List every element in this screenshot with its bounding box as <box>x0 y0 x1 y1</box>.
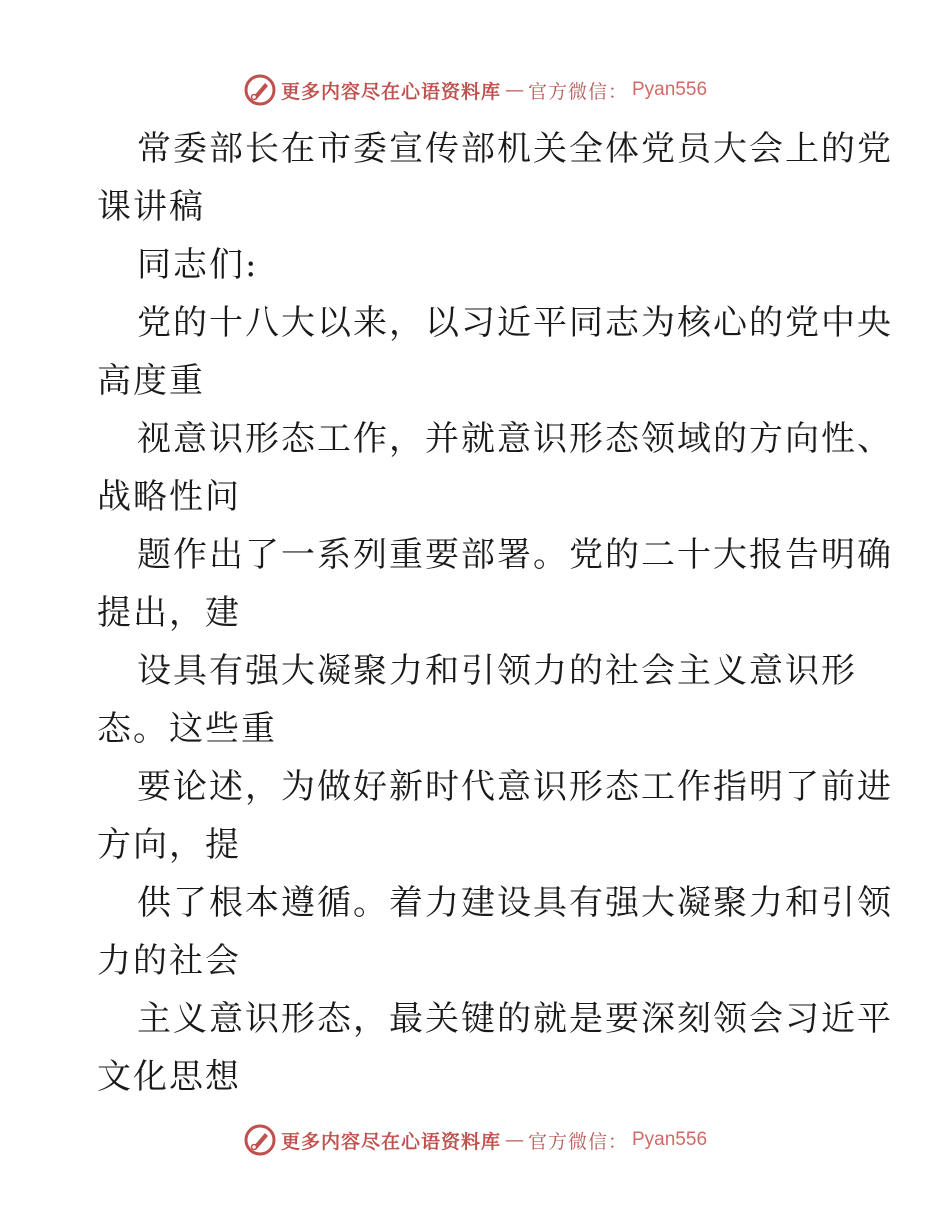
banner-separator: — <box>504 1129 524 1151</box>
footer-banner <box>0 1120 950 1160</box>
wechat-label: 官方微信： <box>527 1130 628 1153</box>
pen-nib-logo-icon <box>243 73 277 107</box>
text-line: 同志们: <box>137 245 259 285</box>
text-line: 题作出了一系列重要部署。党的二十大报告明确 <box>137 535 893 575</box>
wechat-id: Pyan556 <box>632 1129 708 1150</box>
text-line: 高度重 <box>97 361 205 401</box>
text-line: 文化思想 <box>97 1057 241 1097</box>
text-line: 视意识形态工作，并就意识形态领域的方向性、 <box>137 419 893 459</box>
text-line: 战略性问 <box>97 477 241 517</box>
text-line: 要论述，为做好新时代意识形态工作指明了前进 <box>137 767 893 807</box>
text-line: 常委部长在市委宣传部机关全体党员大会上的党 <box>137 129 893 169</box>
header-banner <box>0 70 950 110</box>
text-line: 态。这些重 <box>97 709 277 749</box>
promo-text: 更多内容尽在心语资料库 <box>280 80 501 103</box>
wechat-id: Pyan556 <box>632 79 708 100</box>
text-line: 党的十八大以来，以习近平同志为核心的党中央 <box>137 303 893 343</box>
text-line: 课讲稿 <box>97 187 205 227</box>
promo-text: 更多内容尽在心语资料库 <box>280 1130 501 1153</box>
text-line: 供了根本遵循。着力建设具有强大凝聚力和引领 <box>137 883 893 923</box>
document-body <box>97 120 893 1106</box>
text-line: 设具有强大凝聚力和引领力的社会主义意识形 <box>137 651 857 691</box>
text-line: 主义意识形态，最关键的就是要深刻领会习近平 <box>137 999 893 1039</box>
pen-nib-logo-icon <box>243 1123 277 1157</box>
text-line: 方向，提 <box>97 825 241 865</box>
wechat-label: 官方微信： <box>527 80 628 103</box>
text-line: 提出，建 <box>97 593 241 633</box>
banner-separator: — <box>504 79 524 101</box>
text-line: 力的社会 <box>97 941 241 981</box>
